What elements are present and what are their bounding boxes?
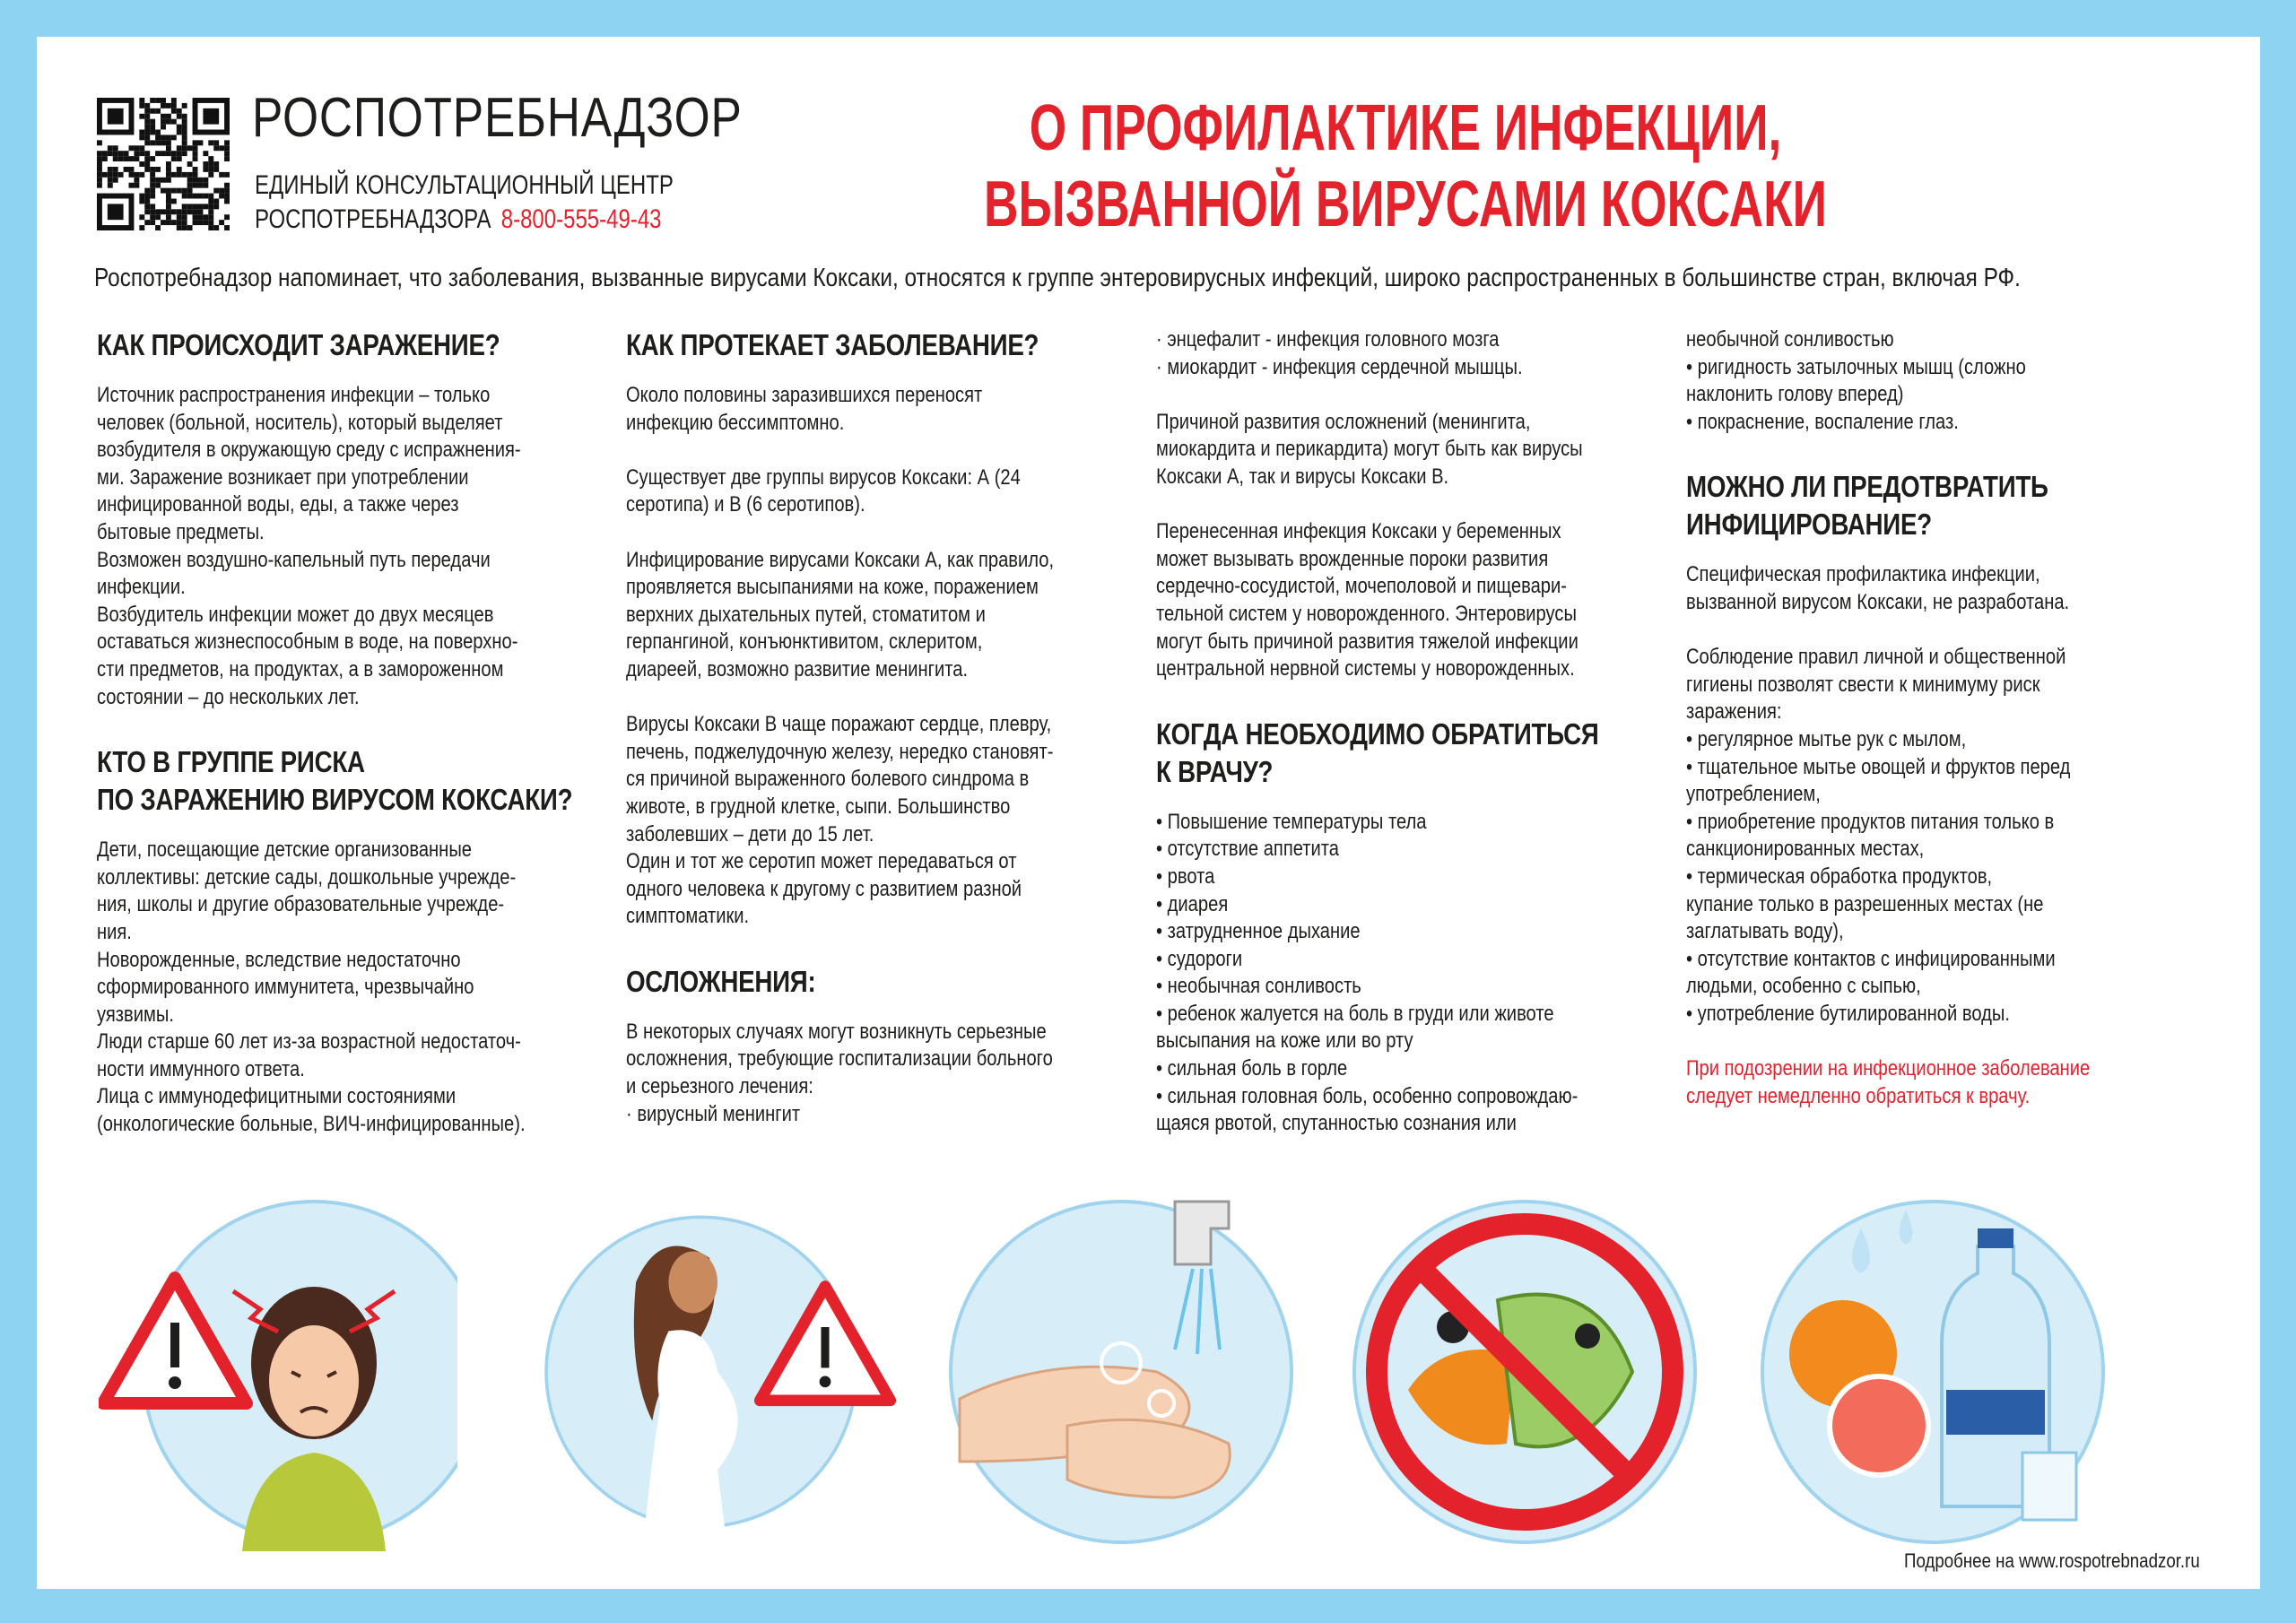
text-line: • ребенок жалуется на боль в груди или животе — [1156, 1001, 1554, 1026]
text-line: уязвимы. — [97, 1002, 174, 1027]
text-line: оставаться жизнеспособным в воде, на поверхно- — [97, 629, 518, 655]
text-line: Вирусы Коксаки В чаще поражают сердце, плевру, — [626, 712, 1052, 737]
text-line: (онкологические больные, ВИЧ-инфицированные). — [97, 1112, 526, 1137]
paragraph — [1156, 326, 1661, 381]
text-line: КТО В ГРУППЕ РИСКА — [97, 745, 365, 779]
text-line: наклонить голову вперед) — [1686, 382, 1904, 407]
text-line: • сильная головная боль, особенно сопровождаю- — [1156, 1083, 1578, 1108]
text-line: ИНФИЦИРОВАНИЕ? — [1686, 508, 1932, 542]
hotline-phone[interactable]: 8-800-555-49-43 — [500, 204, 662, 234]
text-line: одного человека к другому с развитием разной — [626, 876, 1022, 901]
text-line: • регулярное мытье рук с мылом, — [1686, 726, 1967, 751]
text-line: симптоматики. — [626, 904, 750, 929]
paragraph — [626, 382, 1131, 437]
text-line: ПО ЗАРАЖЕНИЮ ВИРУСОМ КОКСАКИ? — [97, 783, 573, 817]
text-line: В некоторых случаях могут возникнуть серьезные — [626, 1019, 1047, 1044]
text-line: осложнения, требующие госпитализации больного — [626, 1046, 1053, 1072]
intro-text: Роспотребнадзор напоминает, что заболевания, вызванные вирусами Коксаки, относятся к группе энтеровирусных инфекций, широко распространенных в большинстве стран, включая РФ. — [94, 264, 2021, 292]
text-line: ния, школы и другие образовательные учрежде- — [97, 892, 505, 917]
text-line: Люди старше 60 лет из-за возрастной недостаточ- — [97, 1029, 521, 1055]
text-line: и серьезного лечения: — [626, 1074, 813, 1099]
text-line: Специфическая профилактика инфекции, — [1686, 562, 2040, 587]
text-line: возбудителя в окружающую среду с испражнения- — [97, 438, 521, 463]
text-line: верхних дыхательных путей, стоматитом и — [626, 602, 986, 627]
text-line: · миокардит - инфекция сердечной мышцы. — [1156, 354, 1523, 379]
bottle-cap — [1978, 1228, 2013, 1248]
text-line: животе, в грудной клетке, сыпи. Большинство — [626, 794, 1011, 819]
more-info-link[interactable]: Подробнее на www.rospotrebnadzor.ru — [1904, 1549, 2200, 1572]
paragraph — [626, 464, 1131, 519]
paragraph — [1686, 561, 2191, 616]
text-line: миокардита и перикардита) могут быть как вирусы — [1156, 437, 1583, 462]
text-line: · вирусный менингит — [626, 1101, 801, 1126]
text-line: ния. — [97, 919, 132, 944]
text-line: Около половины заразившихся переносят — [626, 383, 983, 407]
warning-note — [1686, 1055, 2191, 1110]
text-line: Источник распространения инфекции – только — [97, 383, 491, 407]
text-line: щаяся рвотой, спутанностью сознания или — [1156, 1111, 1517, 1136]
paragraph — [1686, 644, 2191, 1028]
text-line: • рвота — [1156, 864, 1215, 889]
text-line: Коксаки А, так и вирусы Коксаки В. — [1156, 464, 1449, 489]
text-line: сформированного иммунитета, чрезвычайно — [97, 975, 474, 1000]
text-line: Один и тот же серотип может передаваться от — [626, 849, 1017, 874]
text-line: могут быть причиной развития тяжелой инфекции — [1156, 629, 1578, 654]
text-line: • затрудненное дыхание — [1156, 919, 1361, 944]
text-line: центральной нервной системы у новорожденных. — [1156, 656, 1575, 681]
person-face — [269, 1325, 359, 1436]
paragraph — [1156, 518, 1661, 683]
text-line: • употребление бутилированной воды. — [1686, 1001, 2010, 1026]
pregnant-woman-illustration — [538, 1193, 897, 1551]
text-line: • необычная сонливость — [1156, 974, 1361, 999]
text-line: серотипа) и В (6 серотипов). — [626, 492, 865, 517]
text-line: сердечно-сосудистой, мочеполовой и пищевари- — [1156, 574, 1567, 599]
fruit-water-illustration — [1753, 1193, 2112, 1551]
consult-center-line1: ЕДИНЫЙ КОНСУЛЬТАЦИОННЫЙ ЦЕНТР — [255, 170, 674, 200]
text-line: коллективы: детские сады, дошкольные учрежде- — [97, 864, 517, 890]
text-line: Причиной развития осложнений (менингита, — [1156, 409, 1531, 434]
text-line: КАК ПРОИСХОДИТ ЗАРАЖЕНИЕ? — [97, 328, 500, 361]
text-line: диареей, возможно развитие менингита. — [626, 656, 969, 681]
water-glass — [2022, 1453, 2076, 1520]
paragraph — [626, 1019, 1131, 1128]
text-line: Существует две группы вирусов Коксаки: А (24 — [626, 464, 1021, 490]
text-line: Соблюдение правил личной и общественной — [1686, 645, 2066, 670]
text-line: МОЖНО ЛИ ПРЕДОТВРАТИТЬ — [1686, 470, 2048, 504]
text-line: гигиены позволят свести к минимуму риск — [1686, 672, 2040, 697]
text-line: сти предметов, на продуктах, а в замороженном — [97, 656, 504, 681]
text-line: При подозрении на инфекционное заболевание — [1686, 1056, 2091, 1081]
text-line: • сильная боль в горле — [1156, 1056, 1348, 1081]
text-line: Новорожденные, вследствие недостаточно — [97, 947, 461, 972]
poster-title-line1: О ПРОФИЛАКТИКЕ ИНФЕКЦИИ, — [1029, 92, 1782, 164]
column-1 — [97, 326, 602, 1166]
text-line: • термическая обработка продуктов, — [1686, 864, 1993, 889]
text-line: КАК ПРОТЕКАЕТ ЗАБОЛЕВАНИЕ? — [626, 328, 1039, 361]
text-line: • тщательное мытье овощей и фруктов перед — [1686, 754, 2071, 779]
text-line: необычной сонливостью — [1686, 327, 1894, 352]
column-4 — [1686, 326, 2191, 1138]
text-line: Лица с иммунодефицитными состояниями — [97, 1084, 457, 1109]
section-heading — [626, 326, 1131, 364]
bottle-label — [1946, 1390, 2045, 1435]
dirt-spot — [1575, 1324, 1600, 1349]
section-heading — [626, 963, 1131, 1001]
poster-title-line2: ВЫЗВАННОЙ ВИРУСАМИ КОКСАКИ — [984, 169, 1827, 240]
section-heading — [97, 743, 602, 819]
paragraph — [1686, 326, 2191, 436]
woman-face — [668, 1251, 718, 1313]
text-line: КОГДА НЕОБХОДИМО ОБРАТИТЬСЯ — [1156, 716, 1599, 751]
paragraph — [626, 547, 1131, 684]
text-line: ОСЛОЖНЕНИЯ: — [626, 964, 816, 998]
text-line: • приобретение продуктов питания только в — [1686, 809, 2055, 834]
text-line: • Повышение температуры тела — [1156, 809, 1427, 834]
text-line: проявляется высыпаниями на коже, поражением — [626, 575, 1039, 600]
text-line: состоянии – до нескольких лет. — [97, 684, 360, 709]
text-line: Возбудитель инфекции может до двух месяцев — [97, 602, 494, 627]
text-line: печень, поджелудочную железу, нередко становят- — [626, 739, 1054, 764]
text-line: • отсутствие аппетита — [1156, 837, 1340, 862]
text-line: ности иммунного ответа. — [97, 1056, 305, 1081]
no-dirty-vegetables-illustration — [1345, 1193, 1704, 1551]
text-line: может вызывать врожденные пороки развития — [1156, 546, 1549, 571]
text-line: Перенесенная инфекция Коксаки у беременных — [1156, 519, 1561, 544]
text-line: герпангиной, конъюнктивитом, склеритом, — [626, 629, 983, 655]
text-line: инфицированной воды, еды, а также через — [97, 492, 459, 517]
qr-code[interactable] — [97, 98, 230, 230]
text-line: следует немедленно обратиться к врачу. — [1686, 1083, 2031, 1108]
text-line: • ригидность затылочных мышц (сложно — [1686, 354, 2026, 379]
paragraph — [626, 711, 1131, 931]
text-line: ся причиной выраженного болевого синдрома в — [626, 767, 1030, 792]
text-line: заболевших – дети до 15 лет. — [626, 821, 874, 846]
section-heading — [1686, 468, 2191, 543]
text-line: человек (больной, носитель), который выделяет — [97, 410, 503, 435]
text-line: высыпания на коже или во рту — [1156, 1028, 1413, 1054]
hand-washing-illustration — [942, 1193, 1300, 1551]
column-2 — [626, 326, 1131, 1156]
paragraph — [1156, 409, 1661, 491]
consult-center-line2 — [255, 204, 662, 235]
section-heading — [97, 326, 602, 364]
paragraph — [97, 837, 602, 1139]
text-line: Инфицирование вирусами Коксаки А, как правило, — [626, 547, 1055, 572]
text-line: санкционированных местах, — [1686, 837, 1925, 862]
paragraph — [97, 382, 602, 711]
text-line: заглатывать воду), — [1686, 919, 1844, 944]
column-3 — [1156, 326, 1661, 1165]
text-line: купание только в разрешенных местах (не — [1686, 891, 2044, 916]
org-name: РОСПОТРЕБНАДЗОР — [252, 87, 743, 149]
text-line: Возможен воздушно-капельный путь передачи — [97, 547, 491, 572]
text-line: · энцефалит - инфекция головного мозга — [1156, 327, 1500, 352]
text-line: К ВРАЧУ? — [1156, 754, 1274, 788]
text-line: • отсутствие контактов с инфицированными — [1686, 946, 2056, 971]
text-line: тельной систем у новорожденного. Энтеровирусы — [1156, 601, 1577, 626]
text-line: инфекции. — [97, 575, 186, 600]
text-line: инфекцию бессимптомно. — [626, 410, 845, 435]
paragraph — [1156, 809, 1661, 1138]
text-line: • диарея — [1156, 891, 1229, 916]
text-line: Дети, посещающие детские организованные — [97, 838, 473, 863]
text-line: употреблением, — [1686, 782, 1821, 807]
consult-center-org: РОСПОТРЕБНАДЗОРА — [255, 204, 491, 234]
headache-illustration — [99, 1193, 457, 1551]
text-line: заражения: — [1686, 699, 1782, 725]
text-line: вызванной вирусом Коксаки, не разработана. — [1686, 589, 2070, 614]
text-line: • судороги — [1156, 946, 1243, 971]
section-heading — [1156, 716, 1661, 791]
text-line: бытовые предметы. — [97, 519, 265, 544]
grapefruit-slice — [1830, 1376, 1928, 1475]
text-line: людьми, особенно с сыпью, — [1686, 974, 1921, 999]
text-line: • покраснение, воспаление глаз. — [1686, 409, 1959, 434]
text-line: ми. Заражение возникает при употреблении — [97, 464, 469, 490]
